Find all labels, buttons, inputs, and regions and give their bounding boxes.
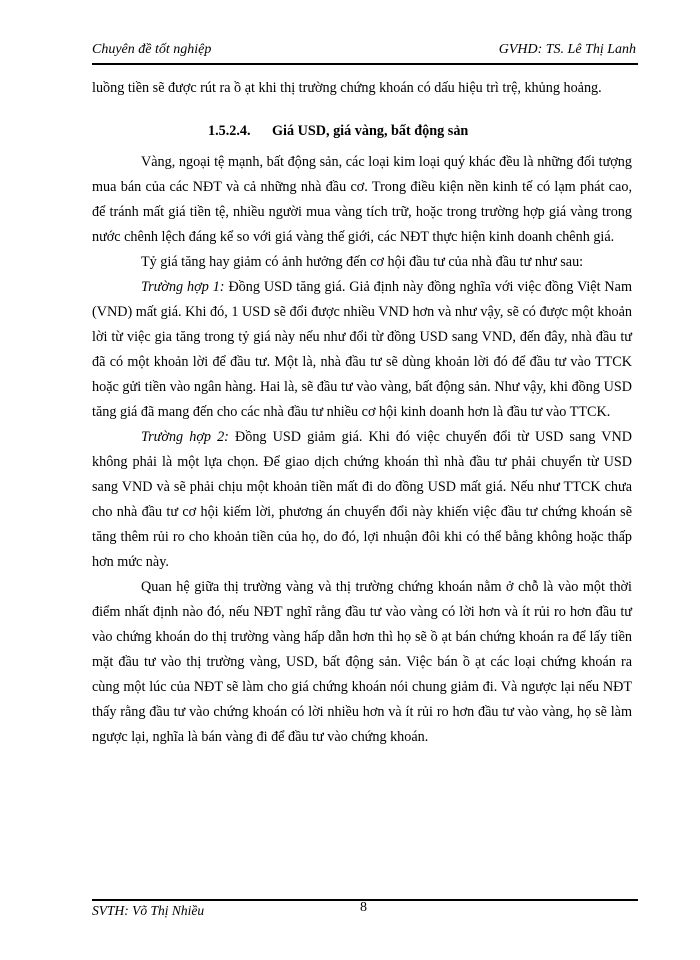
paragraph-exchange-rate: Tỷ giá tăng hay giảm có ảnh hưởng đến cơ hội đầu tư của nhà đầu tư như sau: [141, 254, 584, 270]
header-rule [92, 63, 638, 65]
case-2-text: Đồng USD giảm giá. Khi đó việc chuyển đổi từ USD sang VND không phải là một lựa chọn. Để giao dịch chứng khoán thì nhà đầu tư phải chuyển từ USD sang VND và sẽ phải chịu một khoản tiền mất đi do đồng USD mất giá. Nếu như TTCK chưa cho nhà đầu tư cơ hội kiếm lời, phương án chuyển đổi này khiến việc đầu tư chứng khoán sẽ tăng thêm rủi ro cho khoản tiền của họ, do đó, lợi nhuận đôi khi có thể bằng không hoặc thấp hơn mức này. [92, 429, 633, 570]
page-header [92, 42, 638, 62]
case-1-label: Trường hợp 1: [141, 279, 225, 295]
case-2-label: Trường hợp 2: [141, 429, 229, 445]
paragraph-case-1 [92, 275, 632, 425]
case-1-text: Đồng USD tăng giá. Giả định này đồng nghĩa với việc đồng Việt Nam (VND) mất giá. Khi đó, 1 USD sẽ đổi được nhiều VND hơn và như vậy, sẽ có được một khoản lời từ việc gia tăng trong tỷ giá này nếu như đổi từ đồng USD sang VND, đến đây, nhà đầu tư đã có một khoản lời để đầu tư. Một là, nhà đầu tư sẽ dùng khoản lời đó để đầu tư vào TTCK hoặc gửi tiền vào ngân hàng. Hai là, sẽ đầu tư vào vàng, bất động sản. Như vậy, khi đồng USD tăng giá đã mang đến cho các nhà đầu tư nhiều cơ hội kinh doanh hơn là đầu tư vào TTCK. [92, 279, 632, 420]
page-number: 8 [360, 900, 367, 915]
document-body [92, 76, 632, 750]
paragraph-gold-stock-relation: Quan hệ giữa thị trường vàng và thị trường chứng khoán nằm ở chỗ là vào một thời điểm nhất định nào đó, nếu NĐT nghĩ rằng đầu tư vào vàng có lời hơn và ít rủi ro hơn đầu tư vào chứng khoán do thị trường vàng hấp dẫn hơn thì họ sẽ ồ ạt bán chứng khoán ra để lấy tiền mặt đầu tư vào thị trường vàng, USD, bất động sản. Việc bán ồ ạt các loại chứng khoán ra cùng một lúc của NĐT sẽ làm cho giá chứng khoán nói chung giảm đi. Và ngược lại nếu NĐT thấy rằng đầu tư vào chứng khoán có lời nhiều hơn và ít rủi ro hơn đầu tư vào vàng, họ sẽ làm ngược lại, nghĩa là bán vàng đi để đầu tư vào chứng khoán. [92, 579, 632, 745]
intro-paragraph: luồng tiền sẽ được rút ra ồ ạt khi thị trường chứng khoán có dấu hiệu trì trệ, khủng hoảng. [92, 80, 602, 96]
section-title: Giá USD, giá vàng, bất động sản [272, 123, 469, 139]
footer-author: SVTH: Võ Thị Nhiều [92, 903, 205, 918]
header-document-title: Chuyên đề tốt nghiệp [92, 42, 212, 57]
paragraph-gold-assets: Vàng, ngoại tệ mạnh, bất động sản, các loại kim loại quý khác đều là những đối tượng mua bán của các NĐT và cả những nhà đầu cơ. Trong điều kiện nền kinh tế có lạm phát cao, để tránh mất giá tiền tệ, nhiều người mua vàng tích trữ, hoặc trong trường hợp giá vàng trong nước chênh lệch đáng kể so với giá vàng thế giới, các NĐT thực hiện kinh doanh chênh giá. [92, 154, 632, 245]
section-number: 1.5.2.4. [208, 123, 251, 139]
section-heading [92, 119, 632, 144]
header-supervisor: GVHD: TS. Lê Thị Lanh [498, 42, 636, 57]
paragraph-case-2 [92, 425, 632, 575]
